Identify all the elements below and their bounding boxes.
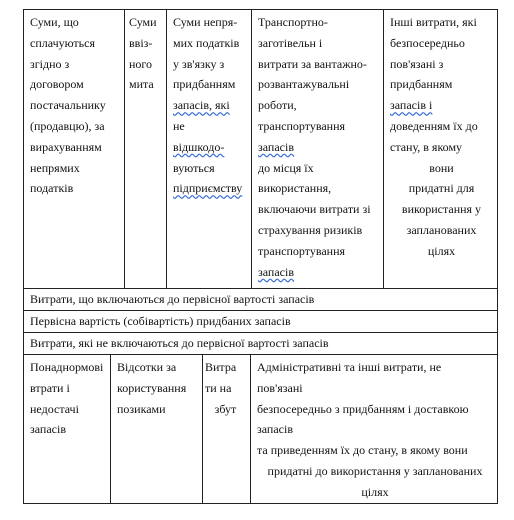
cell-indirect-taxes [167, 10, 252, 289]
cell-other-direct-costs [384, 10, 498, 289]
excluded-costs-text: Витрати, які не включаються до первісної вартості запасів [30, 336, 329, 350]
cell-selling-expenses [203, 355, 251, 503]
cell-import-duty [125, 10, 167, 289]
cell-text: Інші витрати, які безпосередньо пов'язані з придбанням запасів і доведенням їх до стану, в якому вони придатні для використання у запланованих цілях [390, 15, 482, 258]
cell-administrative-costs [251, 355, 498, 503]
document-table-region [23, 9, 497, 499]
cost-components-row [24, 10, 498, 289]
cell-contract-amounts [24, 10, 125, 289]
cell-text: Адміністративні та інші витрати, не пов'язані безпосередньо з придбанням і доставкою запасів та приведенням їх до стану, в якому вони придатні до використання у запланованих цілях [257, 360, 483, 499]
cost-components-table [23, 9, 498, 355]
cell-text: Понаднормові втрати і недостачі запасів [30, 360, 104, 437]
cell-text: Суми ввіз- ного мита [129, 15, 157, 92]
cell-text: Витра ти на збут [205, 360, 237, 416]
cell-text: Суми, що сплачуються згідно з договором постачальнику (продавцю), за вирахуванням непрямих податків [30, 15, 106, 196]
initial-cost-row [24, 311, 498, 333]
cell-loan-interest [111, 355, 203, 503]
excluded-costs-row [24, 333, 498, 355]
included-costs-row [24, 289, 498, 311]
cell-transport-costs [252, 10, 384, 289]
excluded-costs-table [23, 355, 498, 504]
cell-text: Відсотки за користування позиками [117, 360, 187, 416]
included-costs-text: Витрати, що включаються до первісної вартості запасів [30, 292, 315, 306]
excluded-costs-items-row [24, 355, 498, 503]
cell-text: Транспортно- заготівельн і витрати за вантажно- розвантажувальні роботи, транспортування запасів до місця їх використання, включаючи витрати зі страхування ризиків транспортування запасів [258, 15, 371, 279]
cell-excess-losses [24, 355, 111, 503]
cell-text: Суми непря- мих податків у зв'язку з придбанням запасів, які не відшкодо- вуються підприємству [173, 15, 243, 196]
initial-cost-text: Первісна вартість (собівартість) придбаних запасів [30, 314, 291, 328]
